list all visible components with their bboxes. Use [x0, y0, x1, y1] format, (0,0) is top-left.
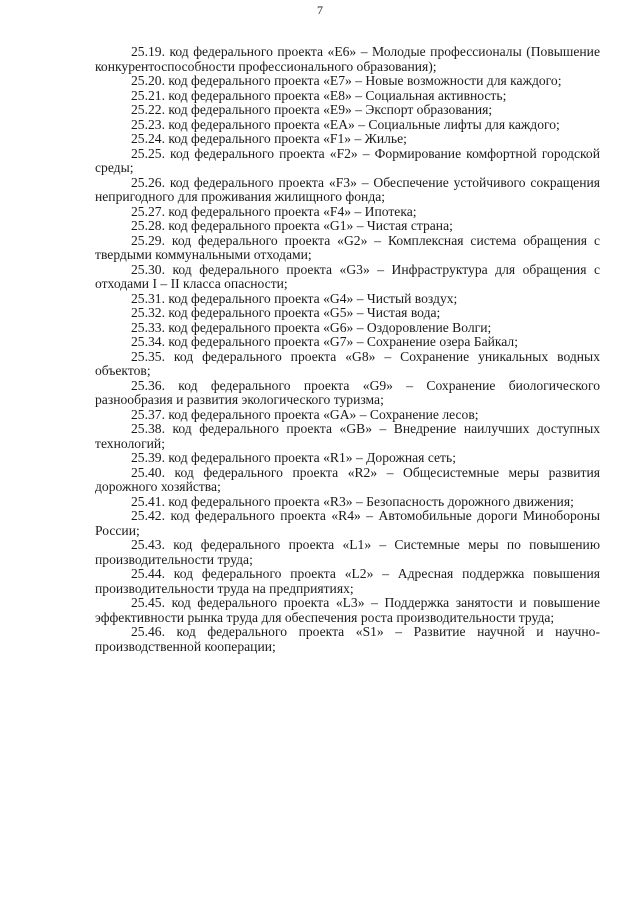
list-item: 25.43. код федерального проекта «L1» – Системные меры по повышению производительности труда;: [95, 537, 600, 567]
list-item: 25.37. код федерального проекта «GA» – Сохранение лесов;: [131, 406, 479, 422]
list-item: 25.45. код федерального проекта «L3» – Поддержка занятости и повышение эффективности рынка труда для обеспечения роста производительности труда;: [95, 595, 600, 625]
list-item: 25.34. код федерального проекта «G7» – Сохранение озера Байкал;: [131, 334, 518, 349]
list-item: 25.29. код федерального проекта «G2» – Комплексная система обращения с твердыми коммунальными отходами;: [95, 232, 600, 262]
list-item: 25.24. код федерального проекта «F1» – Жилье;: [131, 131, 407, 146]
list-item: 25.35. код федерального проекта «G8» – Сохранение уникальных водных объектов;: [95, 348, 600, 378]
body-text: [95, 45, 600, 654]
list-item: 25.46. код федерального проекта «S1» – Развитие научной и научно-производственной кооперации;: [95, 624, 600, 654]
list-item: 25.42. код федерального проекта «R4» – Автомобильные дороги Минобороны России;: [95, 508, 600, 538]
list-item: 25.38. код федерального проекта «GB» – Внедрение наилучших доступных технологий;: [95, 421, 600, 451]
list-item: 25.36. код федерального проекта «G9» – Сохранение биологического разнообразия и развития экологического туризма;: [95, 377, 600, 407]
list-item: 25.28. код федерального проекта «G1» – Чистая страна;: [131, 218, 453, 233]
list-item: 25.40. код федерального проекта «R2» – Общесистемные меры развития дорожного хозяйства;: [95, 464, 600, 494]
list-item: 25.27. код федерального проекта «F4» – Ипотека;: [131, 203, 417, 219]
list-item: 25.25. код федерального проекта «F2» – Формирование комфортной городской среды;: [95, 145, 600, 175]
list-item: 25.32. код федерального проекта «G5» – Чистая вода;: [131, 305, 441, 320]
list-item: 25.22. код федерального проекта «E9» – Экспорт образования;: [131, 102, 493, 117]
list-item: 25.20. код федерального проекта «E7» – Новые возможности для каждого;: [131, 73, 562, 88]
list-item: 25.21. код федерального проекта «E8» – Социальная активность;: [131, 87, 507, 103]
page-number: 7: [317, 3, 323, 17]
list-item: 25.31. код федерального проекта «G4» – Чистый воздух;: [131, 290, 458, 306]
list-item: 25.19. код федерального проекта «E6» – Молодые профессионалы (Повышение конкурентоспособности профессионального образования);: [95, 44, 600, 74]
list-item: 25.39. код федерального проекта «R1» – Дорожная сеть;: [131, 450, 456, 465]
list-item: 25.26. код федерального проекта «F3» – Обеспечение устойчивого сокращения непригодного для проживания жилищного фонда;: [95, 174, 600, 204]
list-item: 25.33. код федерального проекта «G6» – Оздоровление Волги;: [131, 319, 492, 335]
list-item: 25.44. код федерального проекта «L2» – Адресная поддержка повышения производительности труда на предприятиях;: [95, 566, 600, 596]
list-item: 25.23. код федерального проекта «EA» – Социальные лифты для каждого;: [131, 116, 560, 132]
list-item: 25.30. код федерального проекта «G3» – Инфраструктура для обращения с отходами I – II класса опасности;: [95, 261, 600, 291]
list-item: 25.41. код федерального проекта «R3» – Безопасность дорожного движения;: [131, 493, 574, 509]
